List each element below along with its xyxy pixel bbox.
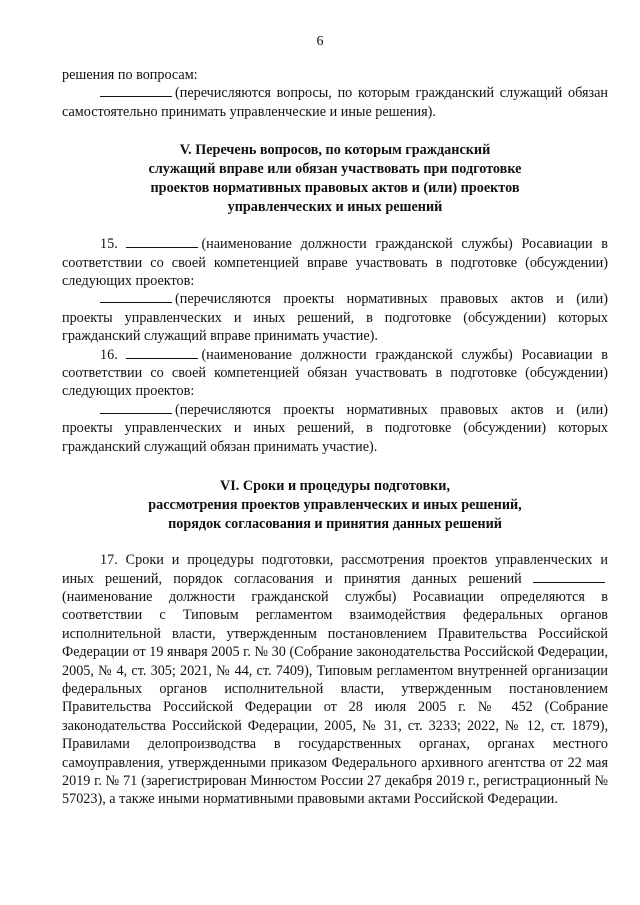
paragraph-16-item xyxy=(62,401,608,456)
intro-item xyxy=(62,84,608,121)
paragraph-17-start: 17. Сроки и процедуры подготовки, рассмотрения проектов управленческих и иных решений, порядок согласования и принятия данных решений xyxy=(62,552,608,587)
fill-in-blank xyxy=(126,346,198,359)
fill-in-blank xyxy=(126,235,198,248)
paragraph-15-item xyxy=(62,290,608,345)
section-5-title-line-1: V. Перечень вопросов, по которым гражданский xyxy=(179,142,491,159)
section-5-body xyxy=(62,235,608,456)
fill-in-blank xyxy=(100,401,172,414)
document-body xyxy=(62,66,608,809)
fill-in-blank xyxy=(100,84,172,97)
paragraph-17 xyxy=(62,551,608,809)
paragraph-15-number: 15. xyxy=(100,236,118,253)
paragraph-15-text: (наименование должности гражданской службы) Росавиации в соответствии со своей компетенцией вправе участвовать в подготовке (обсуждении) следующих проектов: xyxy=(62,236,609,290)
paragraph-15-item-text: (перечисляются проекты нормативных правовых актов и (или) проекты управленческих и иных решений, в подготовке (обсуждении) которых гражданский служащий вправе принимать участие). xyxy=(62,291,608,345)
section-5-title-line-2: служащий вправе или обязан участвовать при подготовке xyxy=(148,161,522,178)
section-6-title-line-1: VI. Сроки и процедуры подготовки, xyxy=(219,478,451,495)
section-6-title-line-2: рассмотрения проектов управленческих и иных решений, xyxy=(148,497,522,514)
section-5-title-line-4: управленческих и иных решений xyxy=(227,199,443,216)
paragraph-16-number: 16. xyxy=(100,346,118,363)
paragraph-16-item-text: (перечисляются проекты нормативных правовых актов и (или) проекты управленческих и иных решений, в подготовке (обсуждении) которых гражданский служащий обязан принимать участие). xyxy=(62,401,608,455)
section-5-title-line-3: проектов нормативных правовых актов и (или) проектов xyxy=(150,180,520,197)
paragraph-15 xyxy=(62,235,608,290)
section-6-title-line-3: порядок согласования и принятия данных решений xyxy=(168,516,502,533)
fill-in-blank xyxy=(533,570,605,583)
intro-item-text: (перечисляются вопросы, по которым гражданский служащий обязан самостоятельно принимать управленческие и иные решения). xyxy=(62,85,608,120)
paragraph-17-rest: (наименование должности гражданской службы) Росавиации определяются в соответствии с Типовым регламентом взаимодействия федеральных органов исполнительной власти, утвержденным постановлением Правительства Российской Федерации от 19 января 2005 г. № 30 (Собрание законодательства Российской Федерации, 2005, № 4, ст. 305; 2021, № 44, ст. 7409), Типовым регламентом внутренней организации федеральных органов исполнительной власти, утвержденным постановлением Правительства Российской Федерации от 28 июля 2005 г. № 452 (Собрание законодательства Российской Федерации, 2005, № 31, ст. 3233; 2022, № 12, ст. 1879), Правилами делопроизводства в государственных органах, органах местного самоуправления, утвержденными приказом Федерального архивного агентства от 22 мая 2019 г. № 71 (зарегистрирован Минюстом России 27 декабря 2019 г., регистрационный № 57023), а также иными нормативными правовыми актами Российской Федерации. xyxy=(62,588,608,808)
page-number: 6 xyxy=(316,34,324,49)
section-5-heading xyxy=(62,141,608,217)
paragraph-16 xyxy=(62,346,608,401)
section-6-body xyxy=(62,551,608,809)
paragraph-16-text: (наименование должности гражданской службы) Росавиации в соответствии со своей компетенцией обязан участвовать в подготовке (обсуждении) следующих проектов: xyxy=(62,346,609,400)
section-6-heading xyxy=(62,477,608,534)
fill-in-blank xyxy=(100,290,172,303)
intro-line: решения по вопросам: xyxy=(62,67,198,83)
